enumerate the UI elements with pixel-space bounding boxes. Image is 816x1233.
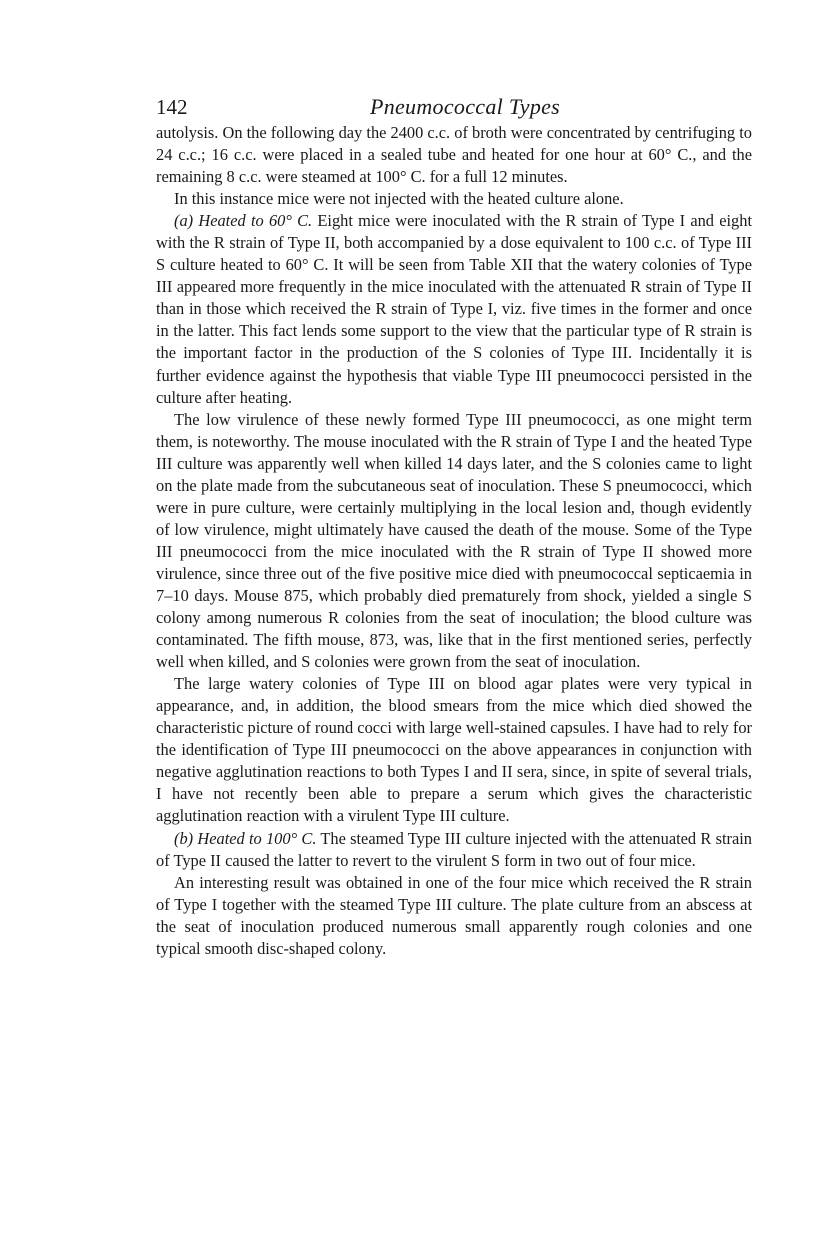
paragraph-3	[156, 210, 752, 408]
running-title: Pneumococcal Types	[369, 94, 561, 119]
section-subhead: Heated to	[197, 828, 262, 848]
paragraph-text: autolysis. On the following day the 2400 c.c. of broth were concentrated by centrifuging to 24 c.c.; 16 c.c. were placed in a sealed tube and heated for one hour at 60° C., and the remaining 8 c.c. were steamed at 100° C. for a full 12 minutes.	[156, 123, 752, 187]
paragraph-text: An interesting result was obtained in one of the four mice which received the R strain of Type I together with the steamed Type III culture. The plate culture from an abscess at the seat of inoculation produced numerous small apparently rough colonies and one typical smooth disc-shaped colony.	[156, 872, 752, 958]
section-subhead: Heated to	[198, 211, 264, 231]
body-text	[156, 122, 752, 960]
paragraph-text: The low virulence of these newly formed Type III pneumococci, as one might term them, is noteworthy. The mouse inoculated with the R strain of Type I and the heated Type III culture was apparently well when killed 14 days later, and the S colonies came to light on the plate made from the subcutaneous seat of inoculation. These S pneumococci, which were in pure culture, were certainly multiplying in the local lesion and, though evidently of low virulence, might ultimately have caused the death of the mouse. Some of the Type III pneumococci from the mice inoculated with the R strain of Type II showed more virulence, since three out of the five positive mice died with pneumococcal septicaemia in 7–10 days. Mouse 875, which probably died prematurely from shock, yielded a single S colony among numerous R colonies from the seat of inoculation; the blood culture was contaminated. The fifth mouse, 873, was, like that in the first mentioned series, perfectly well when killed, and S colonies were grown from the seat of inoculation.	[156, 409, 752, 672]
paragraph-6	[156, 828, 752, 872]
paragraph-text: In this instance mice were not injected with the heated culture alone.	[174, 189, 624, 209]
section-subhead-temp: 100° C.	[261, 828, 317, 848]
paragraph-text: Eight mice were inoculated with the R strain of Type I and eight with the R strain of Type II, both accompanied by a dose equivalent to 100 c.c. of Type III S culture heated to 60° C. It will be seen from Table XII that the watery colonies of Type III appeared more frequently in the mice inoculated with the attenuated R strain of Type II than in those which received the R strain of Type I, viz. five times in the former and once in the latter. This fact lends some support to the view that the particular type of R strain is the important factor in the production of the S colonies of Type III. Incidentally it is further evidence against the hypothesis that viable Type III pneumococci persisted in the culture after heating.	[156, 211, 753, 407]
section-marker: (b)	[174, 828, 194, 848]
paragraph-7	[156, 872, 752, 960]
section-subhead-temp: 60° C.	[263, 211, 313, 231]
paragraph-text: The steamed Type III culture injected with the attenuated R strain of Type II caused the latter to revert to the virulent S form in two out of four mice.	[156, 828, 752, 870]
paragraph-2	[156, 188, 752, 210]
section-marker: (a)	[174, 211, 194, 231]
running-head	[156, 92, 752, 122]
paragraph-text: The large watery colonies of Type III on blood agar plates were very typical in appearance, and, in addition, the blood smears from the mice which died showed the characteristic picture of round cocci with large well-stained capsules. I have had to rely for the identification of Type III pneumococci on the above appearances in conjunction with negative agglutination reactions to both Types I and II sera, since, in spite of several trials, I have not recently been able to prepare a serum which gives the characteristic agglutination reaction with a virulent Type III culture.	[156, 674, 752, 826]
page-number: 142	[156, 95, 188, 119]
paragraph-1	[156, 122, 752, 188]
paragraph-5	[156, 673, 752, 827]
page	[156, 92, 752, 960]
paragraph-4	[156, 409, 752, 674]
